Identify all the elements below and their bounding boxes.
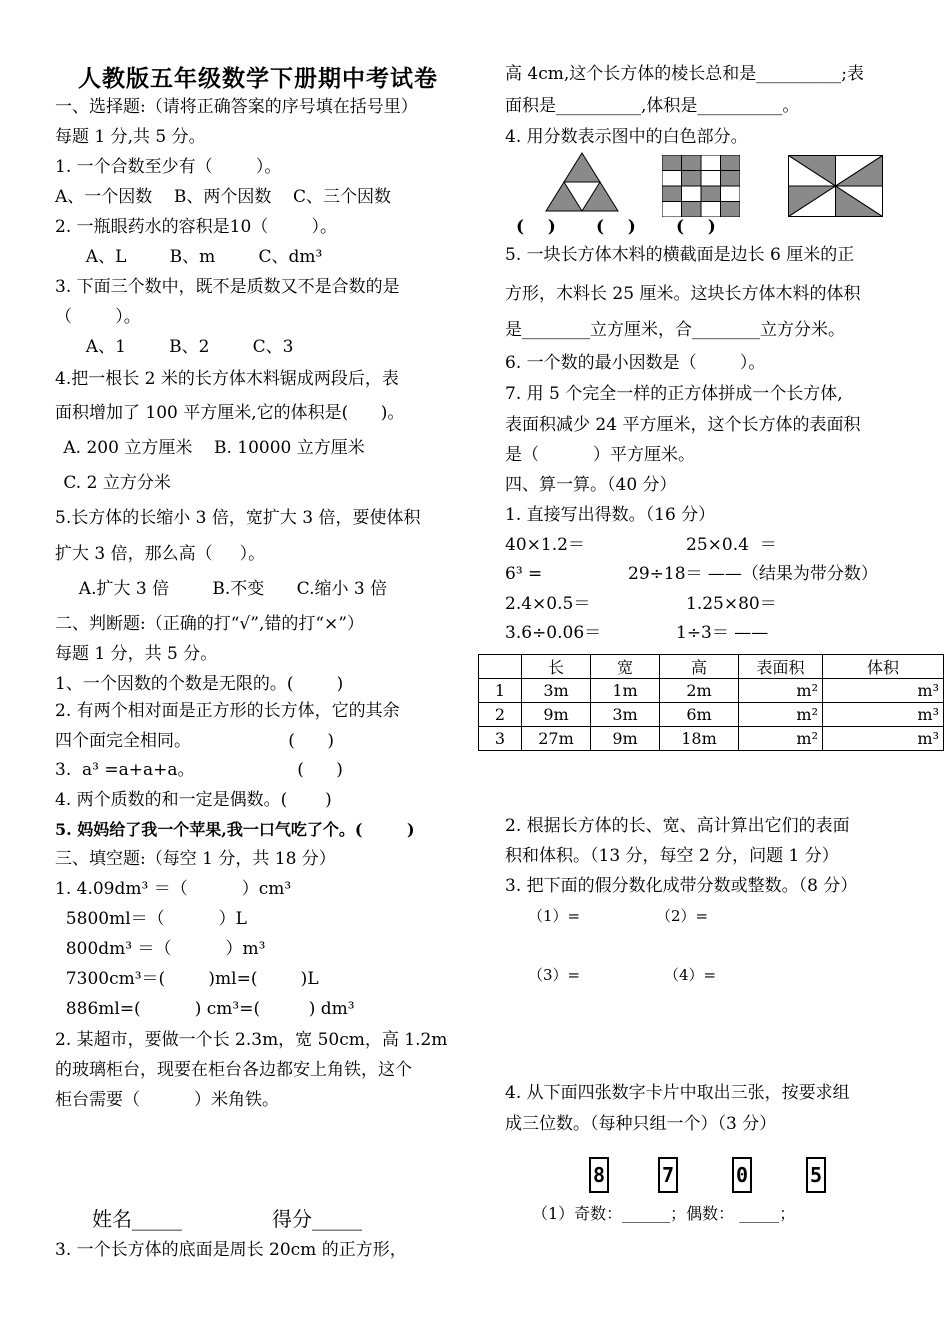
question-3: 3. 下面三个数中，既不是质数又不是合数的是 [55,277,400,297]
table-cell: 9m [591,727,660,751]
fill-5-line3: 是________立方厘米，合________立方分米。 [505,320,845,340]
calc-1c: 6³ = [505,564,543,584]
table-row [479,727,944,751]
fill-2-line2: 的玻璃柜台，现要在柜台各边都安上角铁，这个 [55,1060,412,1080]
table-cell: 27m [522,727,591,751]
question-1-options: A、一个因数 B、两个因数 C、三个因数 [55,187,392,207]
calc-1b: 25×0.4 ＝ [686,535,777,555]
question-3-options: A、1 B、2 C、3 [75,337,294,357]
rectangle-rays-figure [788,155,883,217]
figure-1-answer[interactable]: ( ) [516,217,556,237]
fill-3-line3: 面积是__________,体积是__________。 [505,96,800,116]
cuboid-table [478,654,944,751]
section1-header-scoring: 每题 1 分,共 5 分。 [55,127,206,147]
score-label: 得分 [272,1207,312,1231]
fill-7-line3: 是（ ）平方厘米。 [505,445,696,465]
judge-5: 5. 妈妈给了我一个苹果,我一口气吃了个。( ) [55,820,415,839]
table-cell: 2 [479,703,522,727]
figure-2-answer[interactable]: ( ) [596,217,636,237]
fill-6: 6. 一个数的最小因数是（ ）。 [505,353,766,373]
fill-3: 3. 一个长方体的底面是周长 20cm 的正方形， [55,1240,407,1260]
table-cell: 3m [591,703,660,727]
surface-area-cell[interactable]: m² [739,679,823,703]
question-5-line2: 扩大 3 倍，那么高（ ）。 [55,544,266,564]
judge-2: 2. 有两个相对面是正方形的长方体，它的其余 [55,701,400,721]
calc-1h: 1÷3＝ —— [676,623,769,643]
table-header: 体积 [823,655,944,679]
question-2-options: A、L B、m C、dm³ [75,247,323,267]
fill-5: 5. 一块长方体木料的横截面是边长 6 厘米的正 [505,245,855,265]
judge-1: 1、一个因数的个数是无限的。( ) [55,674,344,694]
fill-1-ml: 5800ml＝（ ）L [55,909,247,929]
calc-2-line2: 积和体积。（13 分，每空 2 分，问题 1 分） [505,846,839,866]
section1-header: 一、选择题:（请将正确答案的序号填在括号里） [55,97,418,117]
table-cell: 18m [660,727,739,751]
volume-cell[interactable]: m³ [823,703,944,727]
digit-card[interactable]: 8 [589,1157,609,1193]
fill-3-line2: 高 4cm,这个长方体的棱长总和是__________;表 [505,64,864,84]
table-header: 长 [522,655,591,679]
digit-card[interactable]: 7 [658,1157,678,1193]
name-field[interactable] [92,1207,182,1231]
calc-4: 4. 从下面四张数字卡片中取出三张，按要求组 [505,1083,850,1103]
calc-1d: 29÷18＝ ——（结果为带分数） [628,564,878,584]
calc-4-answers: （1）奇数：______；偶数： _____； [532,1204,796,1223]
question-3-bracket: （ ）。 [55,307,141,327]
surface-area-cell[interactable]: m² [739,727,823,751]
name-blank: _____ [132,1207,182,1231]
figure-3-answer[interactable]: ( ) [676,217,716,237]
table-row [479,679,944,703]
name-label: 姓名 [92,1207,132,1231]
section3-header: 三、填空题:（每空 1 分，共 18 分） [55,849,336,869]
table-cell: 9m [522,703,591,727]
question-4: 4.把一根长 2 米的长方体木料锯成两段后，表 [55,369,399,389]
table-cell: 1 [479,679,522,703]
question-2: 2. 一瓶眼药水的容积是10（ ）。 [55,217,337,237]
calc-1g: 3.6÷0.06＝ [505,623,602,643]
fill-1-886ml: 886ml=( ) cm³=( ) dm³ [55,999,355,1019]
calc-3-item-1: （1）= [528,907,581,925]
digit-card[interactable]: 0 [732,1157,752,1193]
table-row [479,703,944,727]
score-field[interactable] [272,1207,362,1231]
fill-1: 1. 4.09dm³ ＝（ ）cm³ [55,879,292,899]
volume-cell[interactable]: m³ [823,727,944,751]
table-header: 表面积 [739,655,823,679]
table-cell: 3m [522,679,591,703]
calc-1e: 2.4×0.5＝ [505,594,591,614]
page-title: 人教版五年级数学下册期中考试卷 [78,66,438,92]
question-4-option-c: C. 2 立方分米 [58,473,171,493]
table-cell: 2m [660,679,739,703]
question-4-line2: 面积增加了 100 平方厘米,它的体积是( )。 [55,403,405,423]
fill-7: 7. 用 5 个完全一样的正方体拼成一个长方体, [505,384,843,404]
calc-1: 1. 直接写出得数。（16 分） [505,505,716,525]
calc-3-item-3: （3）= [528,966,581,984]
table-cell: 3 [479,727,522,751]
calc-3-item-2: （2）= [656,907,709,925]
edge-sum-blank: __________ [756,64,842,84]
table-cell: 6m [660,703,739,727]
fill-1-dm3: 800dm³ ＝（ ）m³ [55,939,266,959]
judge-4: 4. 两个质数的和一定是偶数。( ) [55,790,332,810]
fill-4: 4. 用分数表示图中的白色部分。 [505,127,748,147]
fill-1-cm3: 7300cm³＝( )ml=( )L [55,969,319,989]
volume-cell[interactable]: m³ [823,679,944,703]
calc-2: 2. 根据长方体的长、宽、高计算出它们的表面 [505,816,850,836]
fill-2-line3: 柜台需要（ ）米角铁。 [55,1090,280,1110]
section2-header: 二、判断题:（正确的打“√”,错的打“×”） [55,614,364,634]
calc-3: 3. 把下面的假分数化成带分数或整数。（8 分） [505,876,858,896]
calc-3-item-4: （4）= [664,966,717,984]
section2-header-scoring: 每题 1 分，共 5 分。 [55,644,218,664]
calc-4-line2: 成三位数。（每种只组一个）（3 分） [505,1114,777,1134]
fill-5-line2: 方形，木料长 25 厘米。这块长方体木料的体积 [505,284,861,304]
grid-figure [662,155,740,217]
calc-1a: 40×1.2＝ [505,535,585,555]
question-5-options: A.扩大 3 倍 B.不变 C.缩小 3 倍 [68,579,388,599]
section4-header: 四、算一算。（40 分） [505,475,677,495]
question-4-option-ab: A. 200 立方厘米 B. 10000 立方厘米 [58,438,365,458]
triangle-figure [545,152,619,212]
table-header: 宽 [591,655,660,679]
surface-area-cell[interactable]: m² [739,703,823,727]
calc-1f: 1.25×80＝ [686,594,777,614]
question-5: 5.长方体的长缩小 3 倍，宽扩大 3 倍，要使体积 [55,508,421,528]
judge-3: 3. a³ =a+a+a。 ( ) [55,760,343,780]
table-header-row [479,655,944,679]
question-1: 1. 一个合数至少有（ ）。 [55,157,282,177]
judge-2-line2: 四个面完全相同。 ( ) [55,731,334,751]
table-cell: 1m [591,679,660,703]
score-blank: _____ [312,1207,362,1231]
fill-7-line2: 表面积减少 24 平方厘米，这个长方体的表面积 [505,415,861,435]
digit-card[interactable]: 5 [806,1157,826,1193]
table-header [479,655,522,679]
table-header: 高 [660,655,739,679]
fill-2: 2. 某超市，要做一个长 2.3m，宽 50cm，高 1.2m [55,1030,448,1050]
